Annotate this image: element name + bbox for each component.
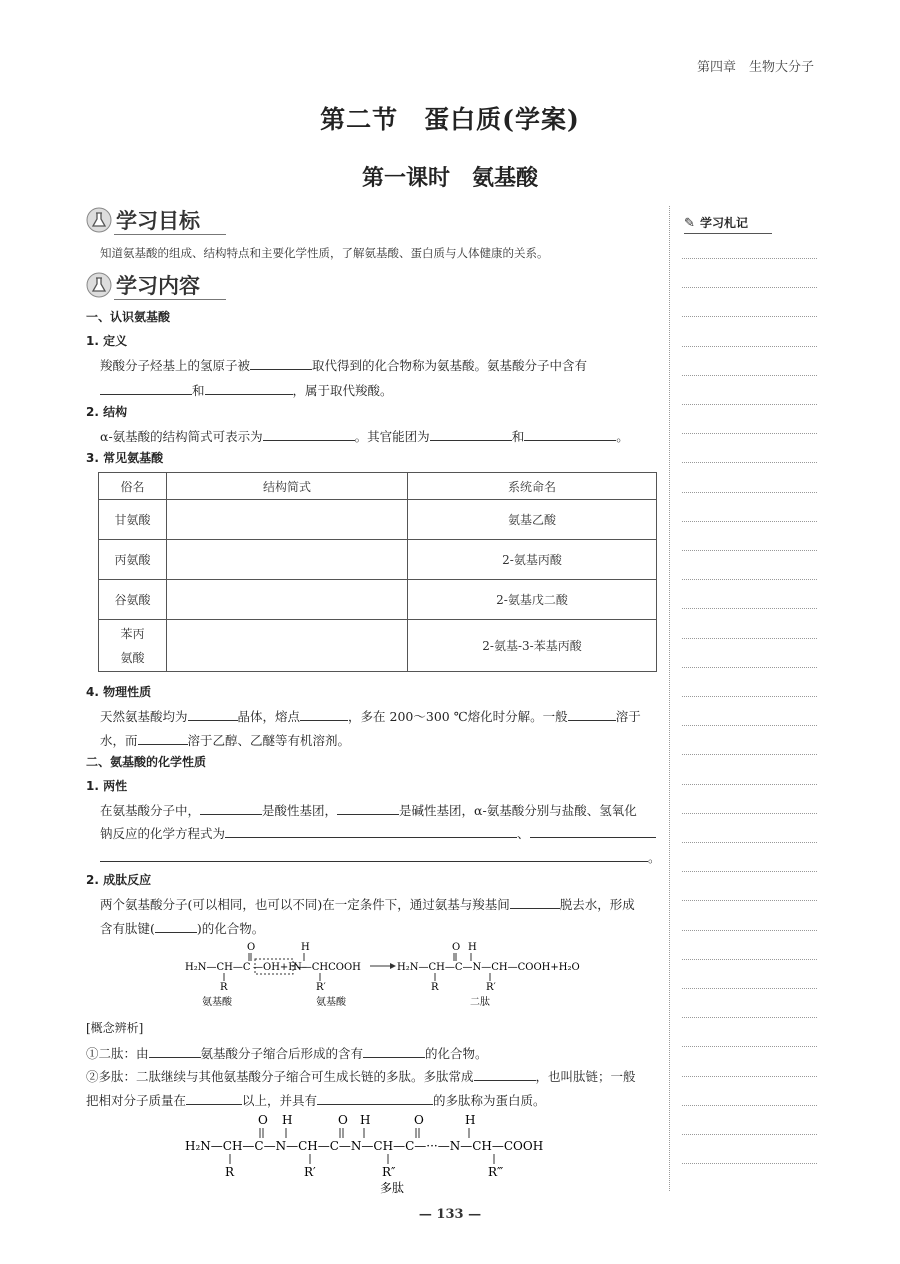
notes-rule-line[interactable]	[682, 1017, 817, 1018]
table-row	[99, 580, 657, 620]
notes-rule-line[interactable]	[682, 1046, 817, 1047]
notes-rule-line[interactable]	[682, 521, 817, 522]
notes-rule-line[interactable]	[682, 784, 817, 785]
polypeptide-label: 多肽	[380, 1181, 405, 1195]
blank[interactable]	[149, 1043, 201, 1058]
formula-cell[interactable]	[167, 500, 408, 540]
concept-line1: ①二肽：由 氨基酸分子缩合后形成的含有 的化合物。	[86, 1043, 488, 1062]
pen-icon: ✎	[684, 216, 695, 231]
table-cell: 2-氨基丙酸	[408, 540, 657, 580]
blank[interactable]	[530, 823, 656, 838]
blank[interactable]	[474, 1066, 536, 1081]
goals-text: 知道氨基酸的组成、结构特点和主要化学性质，了解氨基酸、蛋白质与人体健康的关系。	[100, 246, 549, 260]
polypeptide-diagram	[180, 1108, 580, 1196]
peptide-reaction-diagram	[180, 937, 600, 1011]
notes-rule-line[interactable]	[682, 404, 817, 405]
notes-rule-line[interactable]	[682, 1105, 817, 1106]
amph-title: 1. 两性	[86, 779, 128, 793]
content-heading-text: 学习内容	[116, 274, 200, 298]
concept-line2: ②多肽：二肽继续与其他氨基酸分子缩合可生成长链的多肽。多肽常成 ，也叫肽链；一般	[86, 1066, 636, 1085]
formula-cell[interactable]	[167, 620, 408, 672]
def-line1: 羧酸分子烃基上的氢原子被 取代得到的化合物称为氨基酸。氨基酸分子中含有	[100, 355, 587, 374]
notes-rule-line[interactable]	[682, 1076, 817, 1077]
def-line2: 和 ，属于取代羧酸。	[100, 380, 393, 399]
notes-rule-line[interactable]	[682, 550, 817, 551]
table-cell: 谷氨酸	[99, 580, 167, 620]
blank[interactable]	[138, 730, 188, 745]
notes-rule-line[interactable]	[682, 1134, 817, 1135]
peptide-line2: 含有肽键( )的化合物。	[100, 918, 264, 937]
table-header: 结构简式	[167, 473, 408, 500]
blank[interactable]	[200, 800, 262, 815]
part1-title: 一、认识氨基酸	[86, 310, 171, 324]
page-number: — 133 —	[418, 1207, 482, 1222]
blank[interactable]	[188, 706, 238, 721]
table-cell: 丙氨酸	[99, 540, 167, 580]
svg-text:—OH+H—: —OH+H—	[253, 962, 308, 973]
notes-rule-line[interactable]	[682, 433, 817, 434]
blank[interactable]	[430, 426, 512, 441]
svg-text:H₂N—CH—C: H₂N—CH—C	[185, 962, 251, 973]
goals-heading-text: 学习目标	[116, 209, 200, 233]
formula-cell[interactable]	[167, 580, 408, 620]
amino-acid-table	[98, 472, 657, 672]
blank[interactable]	[524, 426, 616, 441]
peptide-line1: 两个氨基酸分子(可以相同，也可以不同)在一定条件下，通过氨基与羧基间 脱去水，形成	[100, 894, 635, 913]
svg-text:R: R	[220, 982, 228, 993]
svg-text:H: H	[360, 1113, 371, 1127]
notes-rule-line[interactable]	[682, 667, 817, 668]
blank[interactable]	[225, 823, 517, 838]
peptide-title: 2. 成肽反应	[86, 873, 152, 887]
reaction-label: 氨基酸	[316, 997, 346, 1008]
notes-rule-line[interactable]	[682, 930, 817, 931]
notes-rule-line[interactable]	[682, 258, 817, 259]
page-title: 第二节 蛋白质(学案)	[320, 105, 580, 134]
svg-text:H₂N—CH—C—N—CH—COOH+H₂O: H₂N—CH—C—N—CH—COOH+H₂O	[397, 962, 580, 973]
notes-rule-line[interactable]	[682, 842, 817, 843]
blank[interactable]	[186, 1090, 242, 1105]
svg-text:R‴: R‴	[488, 1165, 504, 1179]
notes-rule-line[interactable]	[682, 316, 817, 317]
notes-heading	[684, 212, 772, 234]
svg-text:R: R	[225, 1165, 235, 1179]
table-cell: 氨基乙酸	[408, 500, 657, 540]
notes-rule-line[interactable]	[682, 579, 817, 580]
svg-text:H₂N—CH—C—N—CH—C—N—CH—C—···—N—C: H₂N—CH—C—N—CH—C—N—CH—C—···—N—CH—COOH	[185, 1139, 544, 1153]
common-title: 3. 常见氨基酸	[86, 451, 164, 465]
notes-rule-line[interactable]	[682, 1163, 817, 1164]
notes-rule-line[interactable]	[682, 462, 817, 463]
table-cell: 2-氨基-3-苯基丙酸	[408, 620, 657, 672]
chapter-header: 第四章 生物大分子	[696, 60, 814, 75]
svg-text:N—CHCOOH: N—CHCOOH	[293, 962, 361, 973]
svg-text:O: O	[452, 942, 461, 953]
blank[interactable]	[568, 706, 616, 721]
table-row	[99, 620, 657, 672]
svg-text:O: O	[338, 1113, 348, 1127]
notes-rule-line[interactable]	[682, 346, 817, 347]
phys-line2: 水，而 溶于乙醇、乙醚等有机溶剂。	[100, 730, 350, 749]
notes-rule-line[interactable]	[682, 813, 817, 814]
table-row	[99, 500, 657, 540]
blank[interactable]	[263, 426, 355, 441]
table-row	[99, 540, 657, 580]
svg-text:H: H	[465, 1113, 476, 1127]
svg-text:O: O	[414, 1113, 424, 1127]
table-cell: 苯丙 氨酸	[99, 620, 167, 672]
notes-rule-line[interactable]	[682, 871, 817, 872]
flask-icon	[86, 207, 112, 233]
notes-rule-line[interactable]	[682, 696, 817, 697]
phys-title: 4. 物理性质	[86, 685, 152, 699]
struct-line: α-氨基酸的结构简式可表示为 。其官能团为 和 。	[100, 426, 629, 445]
svg-text:O: O	[247, 942, 256, 953]
notes-heading-text: 学习札记	[700, 216, 749, 230]
reaction-label: 二肽	[470, 997, 490, 1008]
notes-rule-line[interactable]	[682, 988, 817, 989]
svg-text:R′: R′	[486, 982, 496, 993]
blank[interactable]	[100, 380, 192, 395]
svg-text:R: R	[431, 982, 439, 993]
notes-rule-line[interactable]	[682, 608, 817, 609]
notes-rule-line[interactable]	[682, 375, 817, 376]
amph-line1: 在氨基酸分子中， 是酸性基团， 是碱性基团，α-氨基酸分别与盐酸、氢氧化	[100, 800, 637, 819]
concept-line3: 把相对分子质量在 以上，并具有 的多肽称为蛋白质。	[86, 1090, 546, 1109]
svg-text:R′: R′	[304, 1165, 316, 1179]
blank[interactable]	[250, 355, 312, 370]
notes-rule-line[interactable]	[682, 754, 817, 755]
formula-cell[interactable]	[167, 540, 408, 580]
blank[interactable]	[155, 918, 197, 933]
table-cell: 2-氨基戊二酸	[408, 580, 657, 620]
blank[interactable]	[510, 894, 560, 909]
notes-rule-line[interactable]	[682, 492, 817, 493]
table-header: 俗名	[99, 473, 167, 500]
blank[interactable]	[300, 706, 348, 721]
notes-rule-line[interactable]	[682, 900, 817, 901]
blank[interactable]	[363, 1043, 425, 1058]
content-heading	[86, 270, 226, 300]
notes-rule-line[interactable]	[682, 959, 817, 960]
svg-text:H: H	[301, 942, 310, 953]
notes-divider	[669, 206, 670, 1191]
table-cell: 甘氨酸	[99, 500, 167, 540]
blank[interactable]	[317, 1090, 433, 1105]
svg-text:H: H	[282, 1113, 293, 1127]
phys-line1: 天然氨基酸均为 晶体，熔点 ，多在 200～300 ℃熔化时分解。一般 溶于	[100, 706, 641, 725]
notes-rule-line[interactable]	[682, 287, 817, 288]
svg-text:O: O	[258, 1113, 268, 1127]
struct-title: 2. 结构	[86, 405, 128, 419]
flask-icon	[86, 272, 112, 298]
svg-text:H: H	[468, 942, 477, 953]
concept-title: [概念辨析]	[86, 1021, 144, 1035]
blank[interactable]	[100, 847, 648, 862]
amph-line3: 。	[100, 847, 661, 866]
part2-title: 二、氨基酸的化学性质	[86, 755, 207, 769]
svg-text:R′: R′	[316, 982, 326, 993]
goals-heading	[86, 205, 226, 235]
blank[interactable]	[205, 380, 293, 395]
svg-text:R″: R″	[382, 1165, 396, 1179]
def-title: 1. 定义	[86, 334, 128, 348]
notes-rule-line[interactable]	[682, 725, 817, 726]
table-header: 系统命名	[408, 473, 657, 500]
amph-line2: 钠反应的化学方程式为 、	[100, 823, 656, 842]
lesson-subtitle: 第一课时 氨基酸	[361, 165, 538, 191]
blank[interactable]	[337, 800, 399, 815]
reaction-label: 氨基酸	[202, 997, 232, 1008]
notes-rule-line[interactable]	[682, 638, 817, 639]
